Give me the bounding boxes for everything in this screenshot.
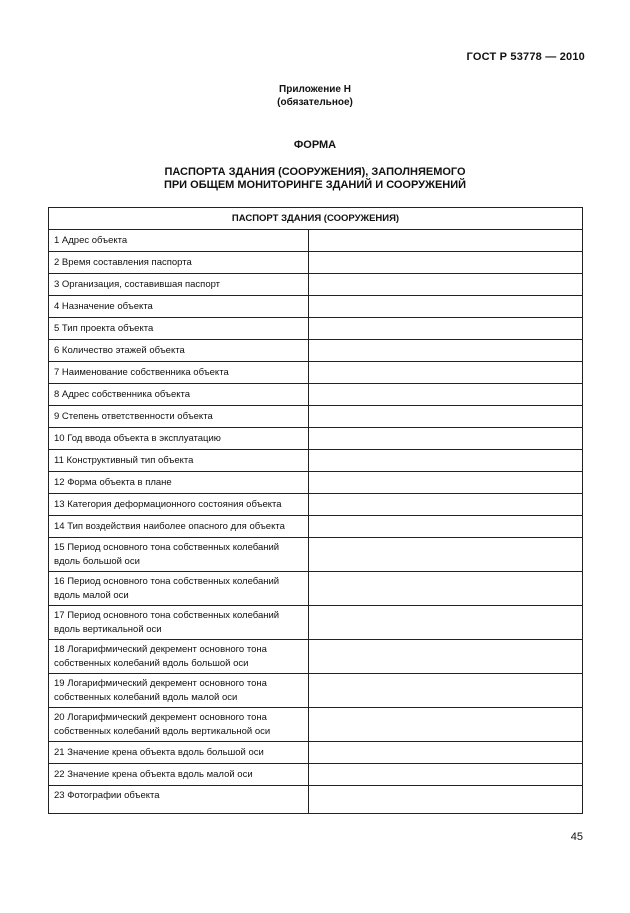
form-subtitle (0, 166, 630, 192)
row-label: 14 Тип воздействия наиболее опасного для объекта (49, 516, 309, 538)
form-title: ФОРМА (293, 139, 337, 151)
row-value-cell[interactable] (309, 274, 583, 296)
table-row (49, 274, 583, 296)
row-value-cell[interactable] (309, 606, 583, 640)
row-value-cell[interactable] (309, 252, 583, 274)
row-label: 21 Значение крена объекта вдоль большой оси (49, 742, 309, 764)
table-header-row (49, 208, 583, 230)
row-value-cell[interactable] (309, 708, 583, 742)
row-value-cell[interactable] (309, 340, 583, 362)
passport-table (48, 207, 583, 814)
form-subtitle-line-1: ПАСПОРТА ЗДАНИЯ (СООРУЖЕНИЯ), ЗАПОЛНЯЕМОГО (164, 166, 466, 178)
row-label: 10 Год ввода объекта в эксплуатацию (49, 428, 309, 450)
row-value-cell[interactable] (309, 472, 583, 494)
table-row (49, 606, 583, 640)
row-label: 4 Назначение объекта (49, 296, 309, 318)
table-row (49, 708, 583, 742)
row-label: 9 Степень ответственности объекта (49, 406, 309, 428)
table-row (49, 538, 583, 572)
row-label: 11 Конструктивный тип объекта (49, 450, 309, 472)
appendix-heading (0, 83, 630, 109)
table-body (49, 230, 583, 814)
row-label: 20 Логарифмический декремент основного тона собственных колебаний вдоль вертикальной оси (49, 708, 309, 742)
page-number: 45 (570, 831, 583, 843)
table-row (49, 742, 583, 764)
row-value-cell[interactable] (309, 318, 583, 340)
row-value-cell[interactable] (309, 362, 583, 384)
table-row (49, 450, 583, 472)
row-label: 2 Время составления паспорта (49, 252, 309, 274)
row-value-cell[interactable] (309, 516, 583, 538)
row-label: 18 Логарифмический декремент основного тона собственных колебаний вдоль большой оси (49, 640, 309, 674)
table-row (49, 786, 583, 814)
row-value-cell[interactable] (309, 674, 583, 708)
table-row (49, 340, 583, 362)
table-row (49, 296, 583, 318)
row-label: 8 Адрес собственника объекта (49, 384, 309, 406)
row-value-cell[interactable] (309, 406, 583, 428)
row-label: 13 Категория деформационного состояния объекта (49, 494, 309, 516)
table-row (49, 640, 583, 674)
table-row (49, 362, 583, 384)
row-value-cell[interactable] (309, 384, 583, 406)
row-value-cell[interactable] (309, 494, 583, 516)
row-label: 6 Количество этажей объекта (49, 340, 309, 362)
row-label: 7 Наименование собственника объекта (49, 362, 309, 384)
table-row (49, 494, 583, 516)
standard-number: ГОСТ Р 53778 — 2010 (466, 51, 585, 63)
row-label: 16 Период основного тона собственных колебаний вдоль малой оси (49, 572, 309, 606)
row-label: 5 Тип проекта объекта (49, 318, 309, 340)
row-value-cell[interactable] (309, 764, 583, 786)
row-value-cell[interactable] (309, 786, 583, 814)
row-value-cell[interactable] (309, 742, 583, 764)
table-row (49, 406, 583, 428)
row-value-cell[interactable] (309, 640, 583, 674)
table-row (49, 516, 583, 538)
table-row (49, 230, 583, 252)
row-label: 22 Значение крена объекта вдоль малой оси (49, 764, 309, 786)
table-row (49, 318, 583, 340)
table-row (49, 764, 583, 786)
row-label: 23 Фотографии объекта (49, 786, 309, 814)
row-value-cell[interactable] (309, 296, 583, 318)
row-label: 19 Логарифмический декремент основного тона собственных колебаний вдоль малой оси (49, 674, 309, 708)
row-label: 1 Адрес объекта (49, 230, 309, 252)
table-row (49, 472, 583, 494)
appendix-note: (обязательное) (277, 97, 353, 108)
row-label: 12 Форма объекта в плане (49, 472, 309, 494)
table-row (49, 384, 583, 406)
row-label: 3 Организация, составившая паспорт (49, 274, 309, 296)
table-header: ПАСПОРТ ЗДАНИЯ (СООРУЖЕНИЯ) (49, 208, 583, 230)
form-subtitle-line-2: ПРИ ОБЩЕМ МОНИТОРИНГЕ ЗДАНИЙ И СООРУЖЕНИЙ (163, 179, 467, 191)
row-value-cell[interactable] (309, 230, 583, 252)
row-value-cell[interactable] (309, 450, 583, 472)
row-value-cell[interactable] (309, 428, 583, 450)
row-label: 17 Период основного тона собственных колебаний вдоль вертикальной оси (49, 606, 309, 640)
table-row (49, 428, 583, 450)
row-value-cell[interactable] (309, 572, 583, 606)
table-row (49, 674, 583, 708)
table-row (49, 252, 583, 274)
row-value-cell[interactable] (309, 538, 583, 572)
row-label: 15 Период основного тона собственных колебаний вдоль большой оси (49, 538, 309, 572)
table-row (49, 572, 583, 606)
appendix-title: Приложение Н (279, 84, 351, 95)
